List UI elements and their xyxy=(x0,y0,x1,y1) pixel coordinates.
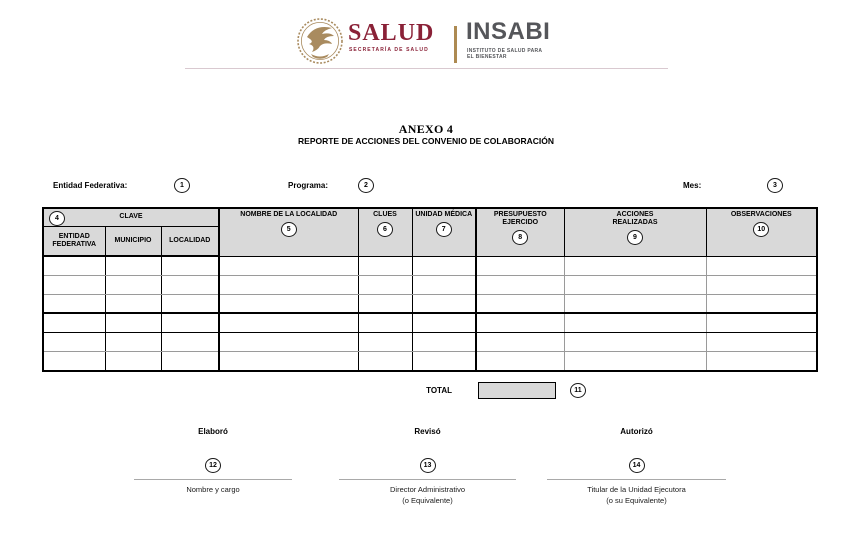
ref-circle-6: 6 xyxy=(377,222,393,237)
ref-circle-13: 13 xyxy=(420,458,436,473)
ref-circle-5: 5 xyxy=(281,222,297,237)
table-cell xyxy=(105,256,161,275)
report-table xyxy=(42,207,818,372)
signature-title: Autorizó xyxy=(620,427,653,436)
table-cell xyxy=(564,333,706,352)
signature-caption: Director Administrativo xyxy=(389,485,466,494)
table-cell xyxy=(412,294,476,313)
table-cell xyxy=(358,275,412,294)
table-cell xyxy=(219,294,358,313)
table-cell xyxy=(358,351,412,370)
table-cell xyxy=(161,275,219,294)
table-row xyxy=(43,275,817,294)
table-cell xyxy=(43,256,105,275)
table-cell xyxy=(358,294,412,313)
table-cell xyxy=(105,333,161,352)
table-cell xyxy=(161,256,219,275)
table-cell xyxy=(706,313,817,332)
table-cell xyxy=(161,333,219,352)
table-cell xyxy=(706,275,817,294)
ref-circle-2: 2 xyxy=(358,178,374,193)
salud-wordmark: SALUD xyxy=(348,20,435,46)
insabi-caption-line1: INSTITUTO DE SALUD PARA xyxy=(467,48,543,54)
table-row xyxy=(43,294,817,313)
column-label: OBSERVACIONES xyxy=(730,211,792,218)
table-cell xyxy=(105,275,161,294)
table-cell xyxy=(219,333,358,352)
subcolumn-header-entidad-federativa: ENTIDAD FEDERATIVA xyxy=(43,226,105,256)
insabi-caption-line2: EL BIENESTAR xyxy=(467,53,507,60)
table-cell xyxy=(358,313,412,332)
table-cell xyxy=(564,275,706,294)
table-cell xyxy=(476,351,564,370)
header-rule xyxy=(185,68,668,69)
table-row xyxy=(43,313,817,332)
table-cell xyxy=(219,313,358,332)
table-cell xyxy=(358,333,412,352)
table-cell xyxy=(476,275,564,294)
table-cell xyxy=(43,294,105,313)
subcolumn-header-municipio: MUNICIPIO xyxy=(105,226,161,256)
table-cell xyxy=(476,313,564,332)
ref-circle-14: 14 xyxy=(629,458,645,473)
ref-circle-8: 8 xyxy=(512,230,528,245)
ref-circle-7: 7 xyxy=(436,222,452,237)
ref-circle-11: 11 xyxy=(570,383,586,398)
table-cell xyxy=(706,333,817,352)
table-cell xyxy=(219,351,358,370)
table-cell xyxy=(412,256,476,275)
ref-circle-12: 12 xyxy=(205,458,221,473)
column-header-unidad-medica xyxy=(412,208,476,256)
column-header-presupuesto-ejercido xyxy=(476,208,564,256)
column-label: ACCIONES REALIZADAS xyxy=(612,211,658,226)
insabi-wordmark: INSABI xyxy=(466,18,551,45)
table-cell xyxy=(43,333,105,352)
table-cell xyxy=(412,275,476,294)
table-cell xyxy=(706,256,817,275)
table-cell xyxy=(564,351,706,370)
signature-caption: (o Equivalente) xyxy=(402,495,453,505)
field-label-entidad-federativa: Entidad Federativa: xyxy=(53,181,128,190)
column-label: NOMBRE DE LA LOCALIDAD xyxy=(240,211,338,218)
logo-divider xyxy=(454,26,457,63)
column-header-nombre-localidad xyxy=(219,208,358,256)
table-cell xyxy=(43,313,105,332)
table-cell xyxy=(412,333,476,352)
table-cell xyxy=(476,294,564,313)
table-cell xyxy=(412,351,476,370)
table-cell xyxy=(564,256,706,275)
table-row xyxy=(43,256,817,275)
signature-block-elaboro xyxy=(134,427,292,496)
ref-circle-9: 9 xyxy=(627,230,643,245)
table-cell xyxy=(706,351,817,370)
table-cell xyxy=(161,351,219,370)
signature-caption: Nombre y cargo xyxy=(186,485,240,494)
table-cell xyxy=(105,351,161,370)
signature-block-reviso xyxy=(339,427,516,506)
signature-caption: Titular de la Unidad Ejecutora xyxy=(587,485,686,494)
column-label: CLUES xyxy=(373,211,397,218)
column-label: UNIDAD MÉDICA xyxy=(415,211,473,218)
signature-title: Elaboró xyxy=(198,427,228,436)
report-table-body xyxy=(43,256,817,371)
table-cell xyxy=(43,351,105,370)
signature-title: Revisó xyxy=(414,427,441,436)
ref-circle-1: 1 xyxy=(174,178,190,193)
column-group-label: CLAVE xyxy=(119,213,143,221)
salud-caption: SECRETARÍA DE SALUD xyxy=(349,47,429,53)
column-header-acciones-realizadas xyxy=(564,208,706,256)
field-label-programa: Programa: xyxy=(288,181,329,190)
column-label: PRESUPUESTO EJERCIDO xyxy=(493,211,547,226)
table-cell xyxy=(706,294,817,313)
total-value-box xyxy=(478,382,556,399)
total-label: TOTAL xyxy=(426,386,452,395)
signature-caption: (o su Equivalente) xyxy=(606,495,667,505)
table-cell xyxy=(564,294,706,313)
document-subtitle: REPORTE DE ACCIONES DEL CONVENIO DE COLABORACIÓN xyxy=(298,136,554,146)
table-row xyxy=(43,351,817,370)
table-cell xyxy=(412,313,476,332)
table-row xyxy=(43,333,817,352)
signature-block-autorizo xyxy=(547,427,726,506)
table-cell xyxy=(219,256,358,275)
insabi-caption xyxy=(467,49,542,61)
column-group-clave xyxy=(43,208,219,226)
table-cell xyxy=(105,294,161,313)
signature-line xyxy=(134,479,292,480)
ref-circle-10: 10 xyxy=(753,222,769,237)
signature-line xyxy=(547,479,726,480)
ref-circle-3: 3 xyxy=(767,178,783,193)
column-header-clues xyxy=(358,208,412,256)
table-cell xyxy=(161,294,219,313)
table-cell xyxy=(105,313,161,332)
table-cell xyxy=(564,313,706,332)
table-cell xyxy=(358,256,412,275)
table-cell xyxy=(43,275,105,294)
field-label-mes: Mes: xyxy=(683,181,702,190)
document-title: ANEXO 4 xyxy=(398,122,454,136)
table-cell xyxy=(476,333,564,352)
table-cell xyxy=(476,256,564,275)
ref-circle-4: 4 xyxy=(49,211,65,226)
salud-seal-icon xyxy=(295,17,345,65)
signature-line xyxy=(339,479,516,480)
table-cell xyxy=(219,275,358,294)
column-header-observaciones xyxy=(706,208,817,256)
subcolumn-header-localidad: LOCALIDAD xyxy=(161,226,219,256)
table-cell xyxy=(161,313,219,332)
